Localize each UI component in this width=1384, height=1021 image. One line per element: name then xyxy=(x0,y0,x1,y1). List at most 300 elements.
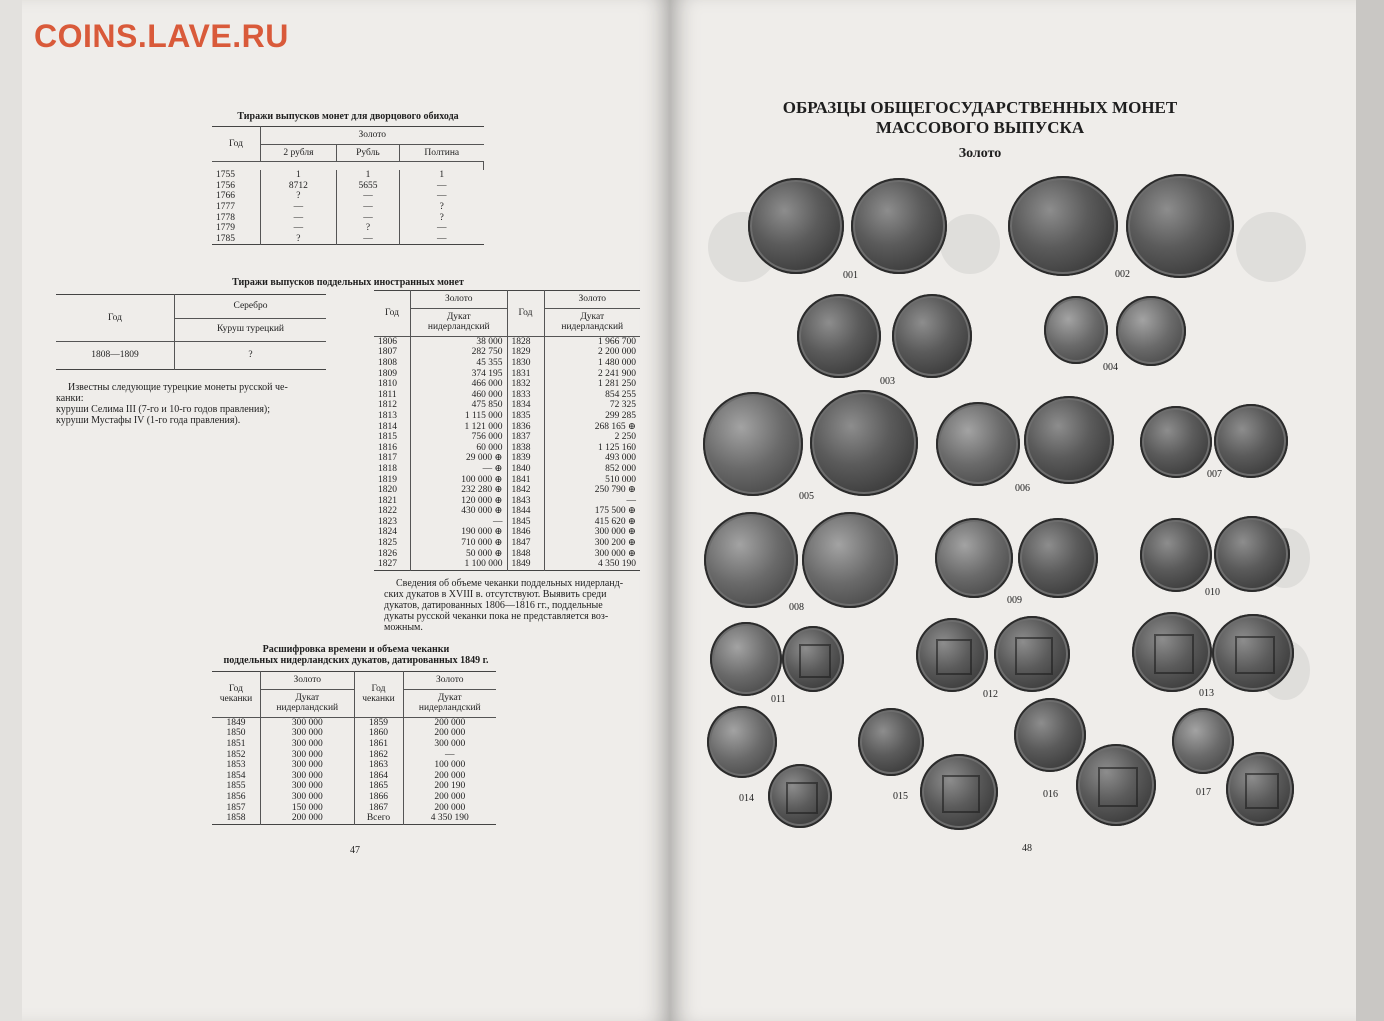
page-number-left: 47 xyxy=(350,845,360,856)
page-title-line: МАССОВОГО ВЫПУСКА xyxy=(875,118,1085,137)
coin-003-reverse xyxy=(892,294,972,378)
cell: 1822 xyxy=(374,506,411,517)
coin-016-obverse xyxy=(1014,698,1086,772)
cell: 1857 xyxy=(212,803,261,814)
coin-003-obverse xyxy=(797,294,881,378)
cell: 1863 xyxy=(354,760,403,771)
spacer xyxy=(212,162,484,171)
note-line: куруши Мустафы IV (1-го года правления). xyxy=(56,415,241,426)
coin-009-obverse xyxy=(935,518,1013,598)
cell: 1815 xyxy=(374,432,411,443)
cell: 430 000 ⊕ xyxy=(411,506,508,517)
cell: 1852 xyxy=(212,750,261,761)
cell: 300 000 xyxy=(261,792,355,803)
table2a-col-year: Год xyxy=(56,295,175,342)
cell: 374 195 xyxy=(411,369,508,380)
cell: 190 000 ⊕ xyxy=(411,527,508,538)
cell: 72 325 xyxy=(609,400,636,411)
cell: — xyxy=(261,223,337,234)
cell: 282 750 xyxy=(411,347,508,358)
table-row xyxy=(374,379,640,390)
cell: 1809 xyxy=(374,369,411,380)
cell: 1839 xyxy=(507,453,544,464)
table3-title xyxy=(206,644,506,666)
cell: 300 000 xyxy=(261,760,355,771)
cell: 300 000 xyxy=(261,750,355,761)
cell: 100 000 ⊕ xyxy=(411,475,508,486)
coin-number: 010 xyxy=(1205,587,1220,598)
table2b-col-year: Год xyxy=(374,291,411,337)
coin-008-obverse xyxy=(704,512,798,608)
cell: — xyxy=(437,233,447,244)
cell: 1867 xyxy=(354,803,403,814)
cell: 1830 xyxy=(507,358,544,369)
table-row xyxy=(212,781,496,792)
cell: 1858 xyxy=(212,813,261,824)
cell: 1842 xyxy=(507,485,544,496)
table-row xyxy=(374,369,640,380)
table1 xyxy=(212,126,484,245)
cell: 1849 xyxy=(507,559,544,570)
cell: 1756 xyxy=(212,181,261,192)
table-row xyxy=(212,181,484,192)
coin-004-obverse xyxy=(1044,296,1108,364)
cell: 1814 xyxy=(374,422,411,433)
coin-number: 007 xyxy=(1207,469,1222,480)
cell: — xyxy=(336,234,399,245)
cell: 60 000 xyxy=(411,443,508,454)
cell: 1819 xyxy=(374,475,411,486)
cell: 200 190 xyxy=(434,781,466,792)
cell: 1847 xyxy=(507,538,544,549)
coin-013-obverse xyxy=(1132,612,1212,692)
cell: 1766 xyxy=(212,191,261,202)
table1-col-2rub: 2 рубля xyxy=(261,144,337,162)
coin-number: 009 xyxy=(1007,595,1022,606)
cell: — xyxy=(336,191,399,202)
cell: 45 355 xyxy=(411,358,508,369)
coin-number: 002 xyxy=(1115,269,1130,280)
paragraph-line: дукатов, датированных 1806—1816 гг., поддельные xyxy=(384,600,603,611)
cell: Всего xyxy=(354,813,403,824)
coin-number: 003 xyxy=(880,376,895,387)
table-row xyxy=(212,760,496,771)
table1-title: Тиражи выпусков монет для дворцового обихода xyxy=(237,111,459,122)
table-row xyxy=(212,728,496,739)
cell: 299 285 xyxy=(605,410,636,421)
cell: 1836 xyxy=(507,422,544,433)
table3-title-line: Расшифровка времени и объема чеканки xyxy=(262,644,450,655)
coin-number: 004 xyxy=(1103,362,1118,373)
note-line: Известны следующие турецкие монеты русской че- xyxy=(68,382,288,393)
cell: 1777 xyxy=(212,202,261,213)
cell: 1808 xyxy=(374,358,411,369)
table-row xyxy=(374,411,640,422)
cell: 1856 xyxy=(212,792,261,803)
table1-col-rub: Рубль xyxy=(336,144,399,162)
coin-008-reverse xyxy=(802,512,898,608)
coin-012-reverse xyxy=(994,616,1070,692)
page-title-line: ОБРАЗЦЫ ОБЩЕГОСУДАРСТВЕННЫХ МОНЕТ xyxy=(782,98,1178,117)
cell: 300 200 ⊕ xyxy=(594,538,636,549)
coin-006-reverse xyxy=(1024,396,1114,484)
cell: 1 125 160 xyxy=(598,442,636,453)
note-line: куруши Селима III (7-го и 10-го годов правления); xyxy=(56,404,271,415)
table2b-col-group: Золото xyxy=(411,291,508,309)
coin-number: 011 xyxy=(771,694,786,705)
table3-col-year: Год чеканки xyxy=(212,672,261,718)
table3-col-group-2: Золото xyxy=(403,672,496,690)
page-title xyxy=(760,98,1200,138)
table-row xyxy=(374,559,640,570)
cell: 1860 xyxy=(354,728,403,739)
cell: 1818 xyxy=(374,464,411,475)
table-row xyxy=(212,202,484,213)
cell: 475 850 xyxy=(411,400,508,411)
table-row xyxy=(56,342,326,370)
cell: ? xyxy=(439,212,444,223)
cell: 1824 xyxy=(374,527,411,538)
cell: 268 165 ⊕ xyxy=(594,421,636,432)
cell: 1862 xyxy=(354,750,403,761)
coin-number: 016 xyxy=(1043,789,1058,800)
cell: 232 280 ⊕ xyxy=(411,485,508,496)
table-row xyxy=(374,390,640,401)
paragraph-line: дукаты русской чеканки пока не представляется воз- xyxy=(384,611,609,622)
coin-number: 008 xyxy=(789,602,804,613)
table-row xyxy=(212,792,496,803)
table2b-col-ducat: Дукат нидерландский xyxy=(411,308,508,336)
table-row xyxy=(374,506,640,517)
table3-col-ducat: Дукат нидерландский xyxy=(261,689,355,717)
cell: — xyxy=(445,749,455,760)
cell: 1833 xyxy=(507,390,544,401)
table-row xyxy=(374,517,640,528)
cell: ? xyxy=(439,201,444,212)
cell: — xyxy=(411,517,508,528)
coin-014-reverse xyxy=(768,764,832,828)
table-row xyxy=(374,358,640,369)
cell: ? xyxy=(336,223,399,234)
cell: 1835 xyxy=(507,411,544,422)
cell: 510 000 xyxy=(605,474,636,485)
cell: 1853 xyxy=(212,760,261,771)
cell: 150 000 xyxy=(261,803,355,814)
cell: 1855 xyxy=(212,781,261,792)
coin-001-reverse xyxy=(851,178,947,274)
cell: 1812 xyxy=(374,400,411,411)
cell: 1 xyxy=(439,170,445,181)
table-row xyxy=(374,422,640,433)
table-row xyxy=(374,336,640,347)
table-row xyxy=(212,750,496,761)
coin-number: 006 xyxy=(1015,483,1030,494)
cell: 1826 xyxy=(374,549,411,560)
table2a-col-group: Серебро xyxy=(175,295,327,319)
coin-007-reverse xyxy=(1214,404,1288,478)
cell: 1854 xyxy=(212,771,261,782)
table-row xyxy=(212,739,496,750)
cell: 175 500 ⊕ xyxy=(594,506,636,517)
table-row xyxy=(374,496,640,507)
cell: 120 000 ⊕ xyxy=(411,496,508,507)
cell: 1851 xyxy=(212,739,261,750)
cell: 8712 xyxy=(261,181,337,192)
cell: 1828 xyxy=(507,336,544,347)
paragraph-block xyxy=(384,578,640,633)
cell: 300 000 ⊕ xyxy=(594,527,636,538)
table-row xyxy=(212,223,484,234)
coin-007-obverse xyxy=(1140,406,1212,478)
coin-002-obverse xyxy=(1008,176,1118,276)
cell: 250 790 ⊕ xyxy=(594,485,636,496)
cell: ? xyxy=(261,191,337,202)
cell: 1 xyxy=(336,170,399,181)
table-row xyxy=(374,347,640,358)
ghost-coin xyxy=(940,214,1000,274)
cell: 1840 xyxy=(507,464,544,475)
table-row xyxy=(212,170,484,181)
cell: — xyxy=(437,180,447,191)
table1-col-year: Год xyxy=(212,127,261,162)
coin-016-reverse xyxy=(1076,744,1156,826)
table-row xyxy=(212,213,484,224)
cell: 1834 xyxy=(507,400,544,411)
cell: — xyxy=(437,191,447,202)
book-edge-right xyxy=(1356,0,1384,1021)
table-row xyxy=(212,813,496,824)
cell: 1866 xyxy=(354,792,403,803)
cell: ? xyxy=(261,234,337,245)
cell: — xyxy=(261,213,337,224)
table-row xyxy=(374,527,640,538)
paragraph-line: можным. xyxy=(384,622,423,633)
coin-number: 001 xyxy=(843,270,858,281)
cell: 1861 xyxy=(354,739,403,750)
coin-015-obverse xyxy=(858,708,924,776)
cell: 852 000 xyxy=(605,463,636,474)
coin-number: 014 xyxy=(739,793,754,804)
cell: 493 000 xyxy=(605,453,636,464)
cell: 1831 xyxy=(507,369,544,380)
table-row xyxy=(374,538,640,549)
coin-015-reverse xyxy=(920,754,998,830)
cell: 1843 xyxy=(507,496,544,507)
cell: 1 480 000 xyxy=(598,357,636,368)
cell: 38 000 xyxy=(411,336,508,347)
paragraph-line: ских дукатов в XVIII в. отсутствуют. Выявить среди xyxy=(384,589,607,600)
coin-number: 013 xyxy=(1199,688,1214,699)
table-row xyxy=(212,717,496,728)
note-block xyxy=(56,382,346,426)
cell: 1846 xyxy=(507,527,544,538)
table-row xyxy=(374,485,640,496)
cell: 1 115 000 xyxy=(411,411,508,422)
coin-009-reverse xyxy=(1018,518,1098,598)
table2-title: Тиражи выпусков поддельных иностранных монет xyxy=(232,277,464,288)
coin-number: 017 xyxy=(1196,787,1211,798)
cell: 300 000 ⊕ xyxy=(594,548,636,559)
cell: 1 xyxy=(261,170,337,181)
cell: 854 255 xyxy=(605,389,636,400)
table2b-col-year-2: Год xyxy=(507,291,544,337)
table-row xyxy=(212,771,496,782)
cell: — xyxy=(261,202,337,213)
cell: 415 620 ⊕ xyxy=(594,516,636,527)
cell: 1807 xyxy=(374,347,411,358)
ghost-coin xyxy=(1236,212,1306,282)
coin-017-reverse xyxy=(1226,752,1294,826)
cell: 200 000 xyxy=(434,802,466,813)
coin-004-reverse xyxy=(1116,296,1186,366)
cell: 300 000 xyxy=(261,781,355,792)
cell: 4 350 190 xyxy=(430,813,469,824)
book-edge-left xyxy=(0,0,22,1021)
cell: 1817 xyxy=(374,453,411,464)
cell: 710 000 ⊕ xyxy=(411,538,508,549)
cell: — ⊕ xyxy=(411,464,508,475)
table-row xyxy=(374,475,640,486)
cell: 1864 xyxy=(354,771,403,782)
cell: — xyxy=(437,223,447,234)
coin-012-obverse xyxy=(916,618,988,692)
cell: 1849 xyxy=(212,717,261,728)
cell: 1838 xyxy=(507,443,544,454)
cell: 50 000 ⊕ xyxy=(411,549,508,560)
cell: 466 000 xyxy=(411,379,508,390)
cell: 1841 xyxy=(507,475,544,486)
cell: 1 121 000 xyxy=(411,422,508,433)
table-row xyxy=(374,453,640,464)
cell: 1859 xyxy=(354,717,403,728)
cell: 1844 xyxy=(507,506,544,517)
cell: 29 000 ⊕ xyxy=(411,453,508,464)
coin-001-obverse xyxy=(748,178,844,274)
table2a xyxy=(56,294,326,370)
cell: — xyxy=(336,213,399,224)
table3-col-ducat-2: Дукат нидерландский xyxy=(403,689,496,717)
cell: 1837 xyxy=(507,432,544,443)
cell: 1823 xyxy=(374,517,411,528)
coin-017-obverse xyxy=(1172,708,1234,774)
cell: 1865 xyxy=(354,781,403,792)
table2a-col-kurush: Куруш турецкий xyxy=(175,318,327,342)
table2b xyxy=(374,290,640,571)
coin-number: 012 xyxy=(983,689,998,700)
cell: 1821 xyxy=(374,496,411,507)
cell: 1 100 000 xyxy=(411,559,508,570)
coin-number: 015 xyxy=(893,791,908,802)
cell: 2 200 000 xyxy=(598,347,636,358)
note-line: канки: xyxy=(56,393,84,404)
cell: 200 000 xyxy=(434,717,466,728)
cell: 200 000 xyxy=(434,791,466,802)
cell: 200 000 xyxy=(434,770,466,781)
cell: 1848 xyxy=(507,549,544,560)
cell: 1820 xyxy=(374,485,411,496)
table3-col-group: Золото xyxy=(261,672,355,690)
table-row xyxy=(374,464,640,475)
cell: 100 000 xyxy=(434,760,466,771)
coin-006-obverse xyxy=(936,402,1020,486)
cell: 1755 xyxy=(212,170,261,181)
table-row xyxy=(212,234,484,245)
cell: 1816 xyxy=(374,443,411,454)
cell: 1825 xyxy=(374,538,411,549)
cell: 1832 xyxy=(507,379,544,390)
cell: — xyxy=(336,202,399,213)
cell: 1779 xyxy=(212,223,261,234)
table1-col-group: Золото xyxy=(261,127,484,145)
coin-002-reverse xyxy=(1126,174,1234,278)
coin-010-reverse xyxy=(1214,516,1290,592)
table3 xyxy=(212,671,496,825)
cell: 1785 xyxy=(212,234,261,245)
table-row xyxy=(212,803,496,814)
cell: 756 000 xyxy=(411,432,508,443)
table3-col-year-2: Год чеканки xyxy=(354,672,403,718)
coin-number: 005 xyxy=(799,491,814,502)
table-row xyxy=(374,432,640,443)
coin-011-reverse xyxy=(782,626,844,692)
page-subtitle: Золото xyxy=(958,146,1002,161)
cell: 300 000 xyxy=(261,717,355,728)
coin-013-reverse xyxy=(1212,614,1294,692)
table-row xyxy=(374,443,640,454)
cell: 1806 xyxy=(374,336,411,347)
table-row xyxy=(374,549,640,560)
cell: 200 000 xyxy=(261,813,355,824)
cell: 1778 xyxy=(212,213,261,224)
cell: 300 000 xyxy=(261,771,355,782)
coin-014-obverse xyxy=(707,706,777,778)
cell: — xyxy=(626,495,636,506)
cell: 1845 xyxy=(507,517,544,528)
page-number-right: 48 xyxy=(1022,843,1032,854)
cell: 460 000 xyxy=(411,390,508,401)
cell: 1827 xyxy=(374,559,411,570)
cell: 5655 xyxy=(336,181,399,192)
cell: 300 000 xyxy=(434,738,466,749)
cell: ? xyxy=(248,350,253,360)
cell: 1 966 700 xyxy=(598,336,636,347)
cell: 300 000 xyxy=(261,739,355,750)
table3-title-line: поддельных нидерландских дукатов, датированных 1849 г. xyxy=(223,655,489,666)
table1-col-poltina: Полтина xyxy=(400,144,484,162)
table2b-col-ducat-2: Дукат нидерландский xyxy=(544,308,640,336)
cell: 1829 xyxy=(507,347,544,358)
table-row xyxy=(212,191,484,202)
watermark: COINS.LAVE.RU xyxy=(34,18,289,54)
cell: 2 241 900 xyxy=(598,368,636,379)
coin-011-obverse xyxy=(710,622,782,696)
cell: 2 250 xyxy=(614,432,636,443)
cell: 1813 xyxy=(374,411,411,422)
table-row xyxy=(374,400,640,411)
coin-010-obverse xyxy=(1140,518,1212,592)
cell: 1 281 250 xyxy=(598,379,636,390)
cell: 300 000 xyxy=(261,728,355,739)
cell: 1808—1809 xyxy=(56,342,175,370)
cell: 1811 xyxy=(374,390,411,401)
cell: 1810 xyxy=(374,379,411,390)
cell: 1850 xyxy=(212,728,261,739)
coin-005-reverse xyxy=(810,390,918,496)
table2b-col-group-2: Золото xyxy=(544,291,640,309)
cell: 200 000 xyxy=(434,728,466,739)
paragraph-line: Сведения об объеме чеканки поддельных нидерланд- xyxy=(396,578,624,589)
cell: 4 350 190 xyxy=(598,559,636,570)
